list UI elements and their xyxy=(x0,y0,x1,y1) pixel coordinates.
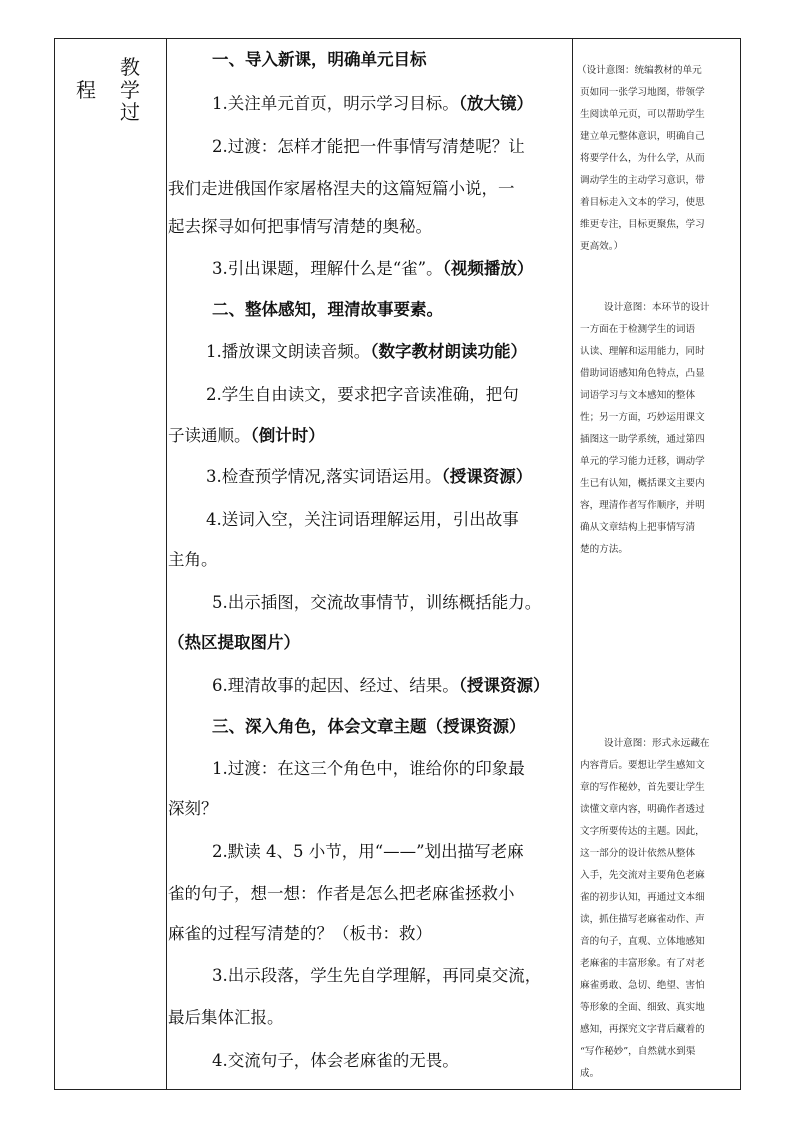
section-heading-2: 二、整体感知，理清故事要素。 xyxy=(212,300,443,319)
text-line: 深刻？ xyxy=(168,799,218,818)
text-line: 我们走进俄国作家屠格涅夫的这篇短篇小说，一 xyxy=(168,179,515,198)
text-line: 6.理清故事的起因、经过、结果。（授课资源） xyxy=(212,676,550,695)
label-char-3: 过 xyxy=(120,100,140,124)
text-line: 5.出示插图，交流故事情节，训练概括能力。 xyxy=(212,593,542,612)
section-heading-3: 三、深入角色，体会文章主题（授课资源） xyxy=(212,717,526,736)
text-line: 4.交流句子，体会老麻雀的无畏。 xyxy=(212,1051,459,1070)
column-divider-2 xyxy=(572,39,573,1089)
text-line: 3.引出课题，理解什么是“雀”。（视频播放） xyxy=(212,259,534,278)
text-line: 最后集体汇报。 xyxy=(168,1008,284,1027)
text-line: 2.默读 4、5 小节，用“——”划出描写老麻 xyxy=(212,842,524,861)
text-line: 4.送词入空，关注词语理解运用，引出故事 xyxy=(206,510,519,529)
text-line: 起去探寻如何把事情写清楚的奥秘。 xyxy=(168,217,432,236)
label-char-1: 教 xyxy=(120,55,140,79)
text-line: 子读通顺。（倒计时） xyxy=(168,426,325,445)
text-line: 3.出示段落，学生先自学理解，再同桌交流， xyxy=(212,966,542,985)
label-char-2: 学 xyxy=(120,78,140,102)
text-line: 主角。 xyxy=(168,550,218,569)
column-divider-1 xyxy=(166,39,167,1089)
text-line: 雀的句子，想一想：作者是怎么把老麻雀拯救小 xyxy=(168,884,515,903)
text-line: 1.播放课文朗读音频。（数字教材朗读功能） xyxy=(206,342,527,361)
text-line: 1.关注单元首页，明示学习目标。（放大镜） xyxy=(212,94,533,113)
text-line: 2.过渡：怎样才能把一件事情写清楚呢？让 xyxy=(212,137,525,156)
text-line: 麻雀的过程写清楚的？（板书：救） xyxy=(168,924,432,943)
label-char-4: 程 xyxy=(76,78,96,102)
text-line: 1.过渡：在这三个角色中，谁给你的印象最 xyxy=(212,759,525,778)
text-line: 3.检查预学情况,落实词语运用。（授课资源） xyxy=(206,467,533,486)
text-line: （热区提取图片） xyxy=(168,633,300,652)
text-line: 2.学生自由读文，要求把字音读准确，把句 xyxy=(206,385,519,404)
section-heading-1: 一、导入新课，明确单元目标 xyxy=(212,50,427,69)
